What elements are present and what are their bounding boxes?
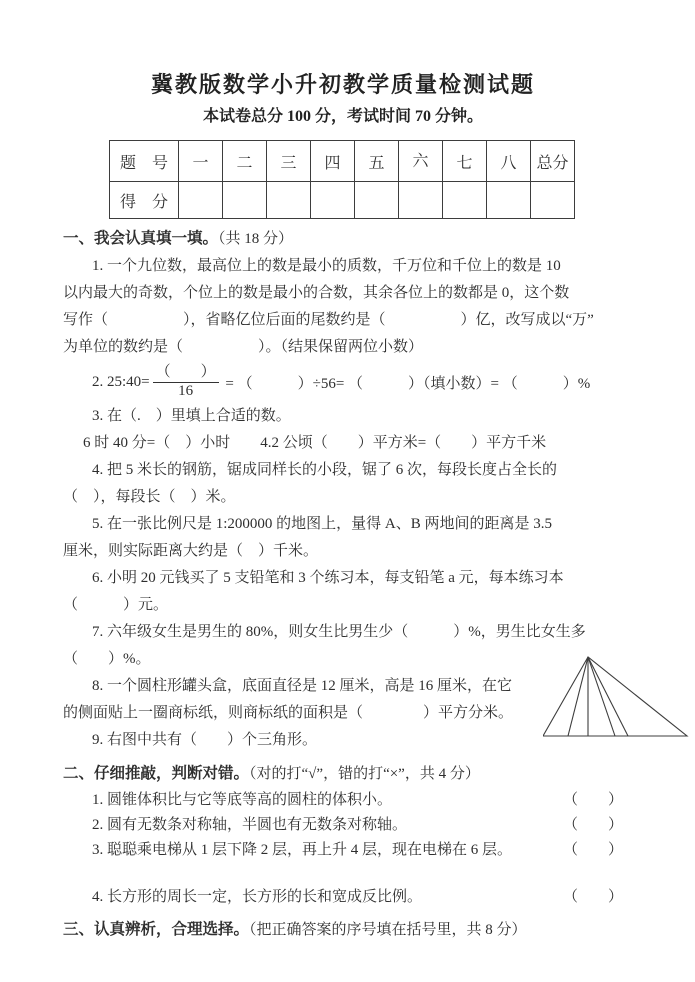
question-8-line-1: 8. 一个圆柱形罐头盒，底面直径是 12 厘米，高是 16 厘米，在它 [92,678,513,694]
section-one-note: （共 18 分） [218,231,294,247]
question-6-line-2: （ ）元。 [63,597,169,613]
judge-item-3-answer-blank: （ ） [562,842,623,858]
score-table-col-8: 八 [487,141,531,182]
section-two-heading-text: 二、仔细推敲，判断对错。 [63,765,250,782]
question-2-line [63,361,623,403]
section-three-note: （把正确答案的序号填在括号里，共 8 分） [249,922,527,938]
score-cell-empty [223,182,267,219]
section-three-heading [63,916,623,944]
judge-item-2 [63,813,623,838]
question-9-line-1: 9. 右图中共有（ ）个三角形。 [92,732,318,748]
question-5-line-2: 厘米，则实际距离大约是（ ）千米。 [63,543,319,559]
score-cell-empty [267,182,311,219]
score-cell-empty [399,182,443,219]
section-three-heading-text: 三、认真辨析，合理选择。 [63,921,250,938]
score-table-col-7: 七 [443,141,487,182]
judge-item-3 [63,838,623,863]
question-6-line-1: 6. 小明 20 元钱买了 5 支铅笔和 3 个练习本，每支铅笔 a 元，每本练习本 [92,570,564,586]
page-title: 冀教版数学小升初教学质量检测试题 [150,72,535,97]
question-7-line-1: 7. 六年级女生是男生的 80%，则女生比男生少（ ）%，男生比女生多 [92,624,586,640]
score-table-col-total: 总分 [531,141,575,182]
question-1-line-3: 写作（ ），省略亿位后面的尾数约是（ ）亿，改写成以“万” [63,312,594,328]
score-table-col-2: 二 [223,141,267,182]
judge-item-1-answer-blank: （ ） [562,792,623,808]
question-3-line-2: 6 时 40 分=（ ）小时 4.2 公顷（ ）平方米=（ ）平方千米 [83,435,547,451]
score-table-col-4: 四 [311,141,355,182]
score-table-question-label: 题 号 [110,141,179,182]
fraction-blank-over-16 [153,364,219,400]
score-table [109,140,575,219]
score-table-header-row [110,141,575,182]
question-2-suffix: = （ ）÷56= （ ）（填小数）= （ ）% [221,375,591,392]
score-cell-empty [443,182,487,219]
judge-item-2-answer-blank: （ ） [562,817,623,833]
score-table-col-1: 一 [179,141,223,182]
section-two-note: （对的打“√”，错的打“×”，共 4 分） [249,766,480,782]
question-8-line-2: 的侧面贴上一圈商标纸，则商标纸的面积是（ ）平方分米。 [63,705,514,721]
section-true-false [63,760,623,910]
page-subtitle: 本试卷总分 100 分，考试时间 70 分钟。 [202,108,483,125]
triangle-figure-icon [543,654,689,740]
section-one-heading [63,225,623,253]
judge-item-4-text: 4. 长方形的周长一定，长方形的长和宽成反比例。 [92,889,423,905]
question-5-line-1: 5. 在一张比例尺是 1:200000 的地图上，量得 A、B 两地间的距离是 3.5 [92,516,553,532]
judge-item-1 [63,788,623,813]
score-table-col-3: 三 [267,141,311,182]
question-4-line-1: 4. 把 5 米长的钢筋，锯成同样长的小段，锯了 6 次，每段长度占全长的 [92,462,558,478]
fraction-numerator: （ ） [153,364,219,382]
score-cell-empty [179,182,223,219]
fraction-denominator: 16 [178,382,194,399]
score-table-score-row [110,182,575,219]
score-cell-empty [531,182,575,219]
judge-item-4-answer-blank: （ ） [562,889,623,905]
question-3-line-1: 3. 在（. ）里填上合适的数。 [92,408,291,424]
score-table-score-label: 得 分 [110,182,179,219]
score-cell-empty [311,182,355,219]
judge-item-1-text: 1. 圆锥体积比与它等底等高的圆柱的体积小。 [92,792,393,808]
score-table-col-6: 六 [399,141,443,182]
question-4-line-2: （ ），每段长（ ）米。 [63,489,236,505]
question-1-line-1: 1. 一个九位数，最高位上的数是最小的质数，千万位和千位上的数是 10 [92,258,561,274]
section-two-heading [63,760,623,788]
question-7-line-2: （ ）%。 [63,651,151,667]
judge-item-3-text: 3. 聪聪乘电梯从 1 层下降 2 层，再上升 4 层，现在电梯在 6 层。 [92,842,513,858]
question-1-line-2: 以内最大的奇数，个位上的数是最小的合数，其余各位上的数都是 0，这个数 [63,285,570,301]
section-one-heading-text: 一、我会认真填一填。 [63,230,219,247]
score-table-col-5: 五 [355,141,399,182]
judge-item-4 [63,885,623,910]
judge-item-2-text: 2. 圆有无数条对称轴，半圆也有无数条对称轴。 [92,817,408,833]
question-2-prefix: 2. 25:40= [92,373,150,390]
section-fill-in [63,225,623,754]
section-multiple-choice [63,916,623,944]
question-1-line-4: 为单位的数约是（ ）。（结果保留两位小数） [63,339,424,355]
score-cell-empty [355,182,399,219]
score-cell-empty [487,182,531,219]
